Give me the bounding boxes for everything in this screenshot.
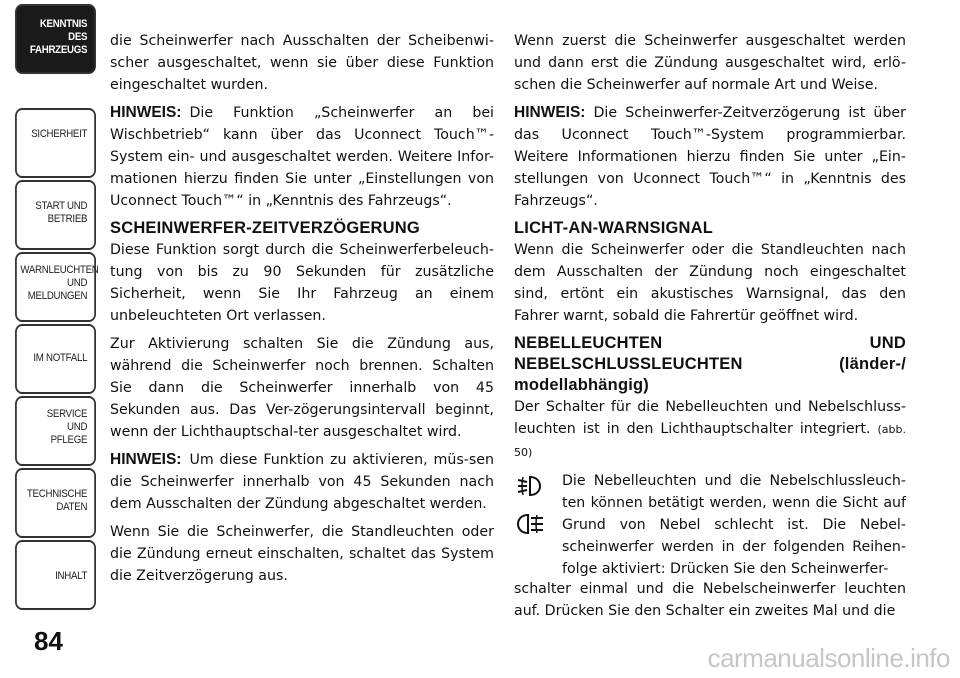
note	[514, 102, 906, 212]
paragraph: Zur Aktivierung schalten Sie die Zündung aus, während die Scheinwerfer noch brennen. Schalten Sie dann die Scheinwerfer innerhalb von 45 Sekunden aus. Das Ver-zögerungsintervall beginnt, wenn der Lichthauptschal-ter ausgeschaltet wird.	[110, 336, 494, 440]
paragraph: schalter einmal und die Nebelscheinwerfer leuchten auf. Drücken Sie den Schalter ein zweites Mal und die	[514, 581, 906, 619]
tab-inhalt[interactable]: INHALT	[15, 540, 96, 610]
page-number: 84	[34, 626, 63, 656]
right-column	[514, 30, 906, 628]
tab-kenntnis-des-fahrzeugs[interactable]: KENNTNIS DES FAHRZEUGS	[15, 4, 96, 74]
note	[110, 102, 494, 212]
paragraph: Wenn Sie die Scheinwerfer, die Standleuchten oder die Zündung erneut einschalten, schaltet das System die Zeitverzögerung aus.	[110, 524, 494, 584]
front-fog-light-icon	[516, 474, 544, 498]
paragraph: die Scheinwerfer nach Ausschalten der Scheibenwi-scher ausgeschaltet, wenn sie über diese Funktion eingeschaltet wurden.	[110, 33, 494, 93]
tab-sicherheit[interactable]: SICHERHEIT	[15, 108, 96, 178]
tab-service-und-pflege[interactable]: SERVICE UND PFLEGE	[15, 396, 96, 466]
note-label: HINWEIS:	[110, 104, 182, 121]
tab-start-und-betrieb[interactable]: START UND BETRIEB	[15, 180, 96, 250]
paragraph: Diese Funktion sorgt durch die Scheinwerferbeleuch-tung von bis zu 90 Sekunden für zusätzliche Sicherheit, wenn Sie Ihr Fahrzeug an einem unbeleuchteten Ort verlassen.	[110, 242, 494, 324]
paragraph-text: Der Schalter für die Nebelleuchten und Nebelschluss-leuchten ist in den Lichthauptschalter integriert.	[514, 399, 906, 437]
note	[110, 449, 494, 515]
paragraph: Wenn die Scheinwerfer oder die Standleuchten nach dem Ausschalten der Zündung noch eingeschaltet sind, ertönt ein akustisches Warnsignal, das den Fahrer warnt, sobald die Fahrertür geöffnet wird.	[514, 242, 906, 324]
chapter-tabs	[0, 0, 100, 678]
note-text: Die Funktion „Scheinwerfer an bei Wischbetrieb“ kann über das Uconnect Touch™-System ein- und ausgeschaltet werden. Weitere Infor-mationen hierzu finden Sie unter „Einstellungen von Uconnect Touch™“ in „Kenntnis des Fahrzeugs“.	[110, 105, 494, 209]
fog-light-icons	[516, 474, 556, 550]
paragraph: Die Nebelleuchten und die Nebelschlussleuch-ten können betätigt werden, wenn die Sicht auf Grund von Nebel schlecht ist. Die Nebel-scheinwerfer werden in der folgenden Reihen-folge aktiviert: Drücken Sie den Scheinwerfer-	[562, 473, 906, 577]
tab-warnleuchten-und-meldungen[interactable]: WARNLEUCHTEN UND MELDUNGEN	[15, 252, 96, 322]
note-label: HINWEIS:	[110, 451, 182, 468]
paragraph	[514, 396, 906, 464]
note-label: HINWEIS:	[514, 104, 586, 121]
fog-light-description	[514, 470, 906, 580]
paragraph: Wenn zuerst die Scheinwerfer ausgeschaltet werden und dann erst die Zündung ausgeschaltet wird, erlö-schen die Scheinwerfer auf normale Art und Weise.	[514, 33, 906, 93]
note-text: Um diese Funktion zu aktivieren, müs-sen die Scheinwerfer innerhalb von 45 Sekunden nach dem Ausschalten der Zündung abgeschaltet werden.	[110, 452, 494, 512]
section-heading: SCHEINWERFER-ZEITVERZÖGERUNG	[110, 219, 420, 237]
tab-im-notfall[interactable]: IM NOTFALL	[15, 324, 96, 394]
figure-reference: (abb. 50)	[514, 423, 906, 459]
section-heading: NEBELLEUCHTEN UND NEBELSCHLUSSLEUCHTEN (länder-/ modellabhängig)	[514, 334, 906, 394]
tab-technische-daten[interactable]: TECHNISCHE DATEN	[15, 468, 96, 538]
section-heading: LICHT-AN-WARNSIGNAL	[514, 219, 714, 237]
watermark: carmanualsonline.info	[707, 643, 950, 673]
rear-fog-light-icon	[516, 512, 546, 536]
left-column	[110, 30, 494, 593]
note-text: Die Scheinwerfer-Zeitverzögerung ist über das Uconnect Touch™-System programmierbar. Weitere Informationen hierzu finden Sie unter „Ein-stellungen von Uconnect Touch™“ in „Kenntnis des Fahrzeugs“.	[514, 105, 906, 209]
